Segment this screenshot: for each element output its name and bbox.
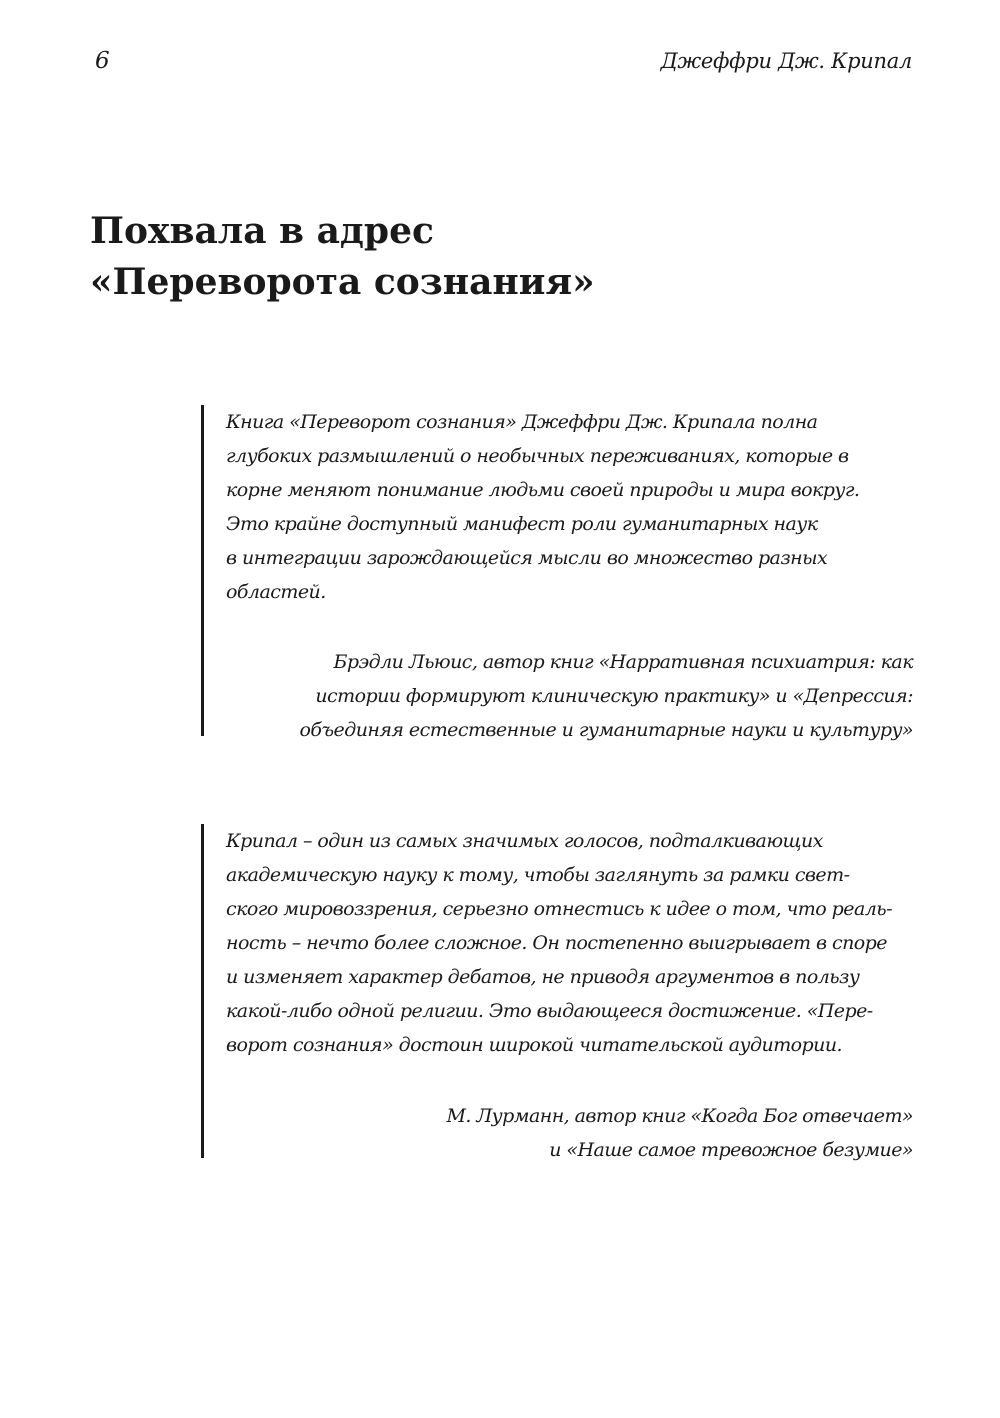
quote-line: и изменяет характер дебатов, не приводя аргументов в пользу [226,966,860,988]
quote-rule [201,824,204,1158]
quote-rule [201,405,204,736]
quote-line: областей. [226,581,326,603]
praise-quote-1 [201,405,913,741]
quote-line: Книга «Переворот сознания» Джеффри Дж. Крипала полна [226,411,818,433]
quote-attribution [226,1099,913,1167]
quote-line: ность – нечто более сложное. Он постепенно выигрывает в споре [226,932,887,954]
page-number: 6 [95,48,110,74]
quote-text [226,824,913,1062]
praise-quote-2 [201,824,913,1161]
quote-line: Это крайне доступный манифест роли гуманитарных наук [226,513,818,535]
quote-text [226,405,913,609]
quote-line: какой-либо одной религии. Это выдающееся достижение. «Пере- [226,1000,873,1022]
quote-line: Крипал – один из самых значимых голосов, подталкивающих [226,830,823,852]
running-header-author: Джеффри Дж. Крипал [660,49,912,73]
quote-line: академическую науку к тому, чтобы заглянуть за рамки свет- [226,864,850,886]
quote-line: корне меняют понимание людьми своей природы и мира вокруг. [226,479,860,501]
page-title-line: «Переворота сознания» [90,261,595,303]
attribution-line: и «Наше самое тревожное безумие» [549,1139,913,1161]
attribution-line: истории формируют клиническую практику» и «Депрессия: [315,685,913,707]
attribution-line: объединяя естественные и гуманитарные науки и культуру» [299,719,913,741]
quote-line: ворот сознания» достоин широкой читательской аудитории. [226,1034,843,1056]
quote-line: ского мировоззрения, серьезно отнестись к идее о том, что реаль- [226,898,892,920]
quote-line: глубоких размышлений о необычных переживаниях, которые в [226,445,849,467]
page-title-line: Похвала в адрес [90,210,434,252]
attribution-line: Брэдли Льюис, автор книг «Нарративная психиатрия: как [333,651,913,673]
attribution-line: М. Лурманн, автор книг «Когда Бог отвечает» [446,1105,913,1127]
quote-line: в интеграции зарождающейся мысли во множество разных [226,547,828,569]
page-title [90,206,595,308]
quote-attribution [226,645,913,747]
